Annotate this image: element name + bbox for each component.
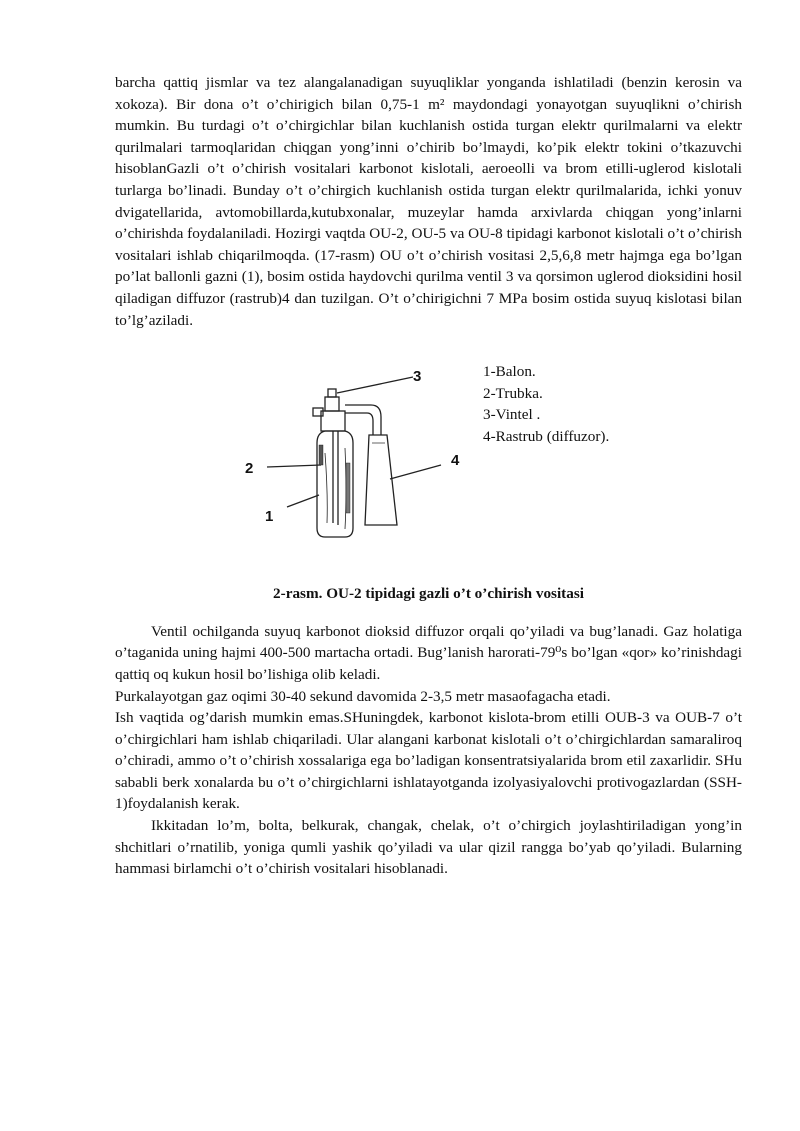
- figure-extinguisher: [115, 353, 742, 567]
- paragraph-ventil: Ventil ochilganda suyuq karbonot dioksid diffuzor orqali qo’yiladi va bug’lanadi. Gaz holatiga o’taganida uning hajmi 400-500 martacha ortadi. Bug’lanish harorati-79⁰s bo’lgan «qor» ko’rinishdagi qattiq oq kukun hosil bo’lishiga olib keladi.: [115, 622, 742, 683]
- legend-item: 1-Balon.: [483, 363, 536, 381]
- intro-paragraph: barcha qattiq jismlar va tez alangalanadigan suyuqliklar yonganda ishlatiladi (benzin kerosin va xokoza). Bir dona o’t o’chirigich bilan 0,75-1 m² maydondagi yonayotgan suyuqlikni o’chirish mumkin. Bu turdagi o’t o’chirgichlar bilan kuchlanish ostida turgan elektr qurilmalarni va elektr qurilmalari tarmoqlaridan chiqgan yong’inni o’chirib bo’lmaydi, ko’pik elektr tokini o’tkazuvchi hisoblanGazli o’t o’chirish vositalari karbonot kislotali, aeroeolli va brom etilli-uglerod kislotali turlarga bo’linadi. Bunday o’t o’chirgich kuchlanish ostida turgan elektr qurilmalarida, ichki yonuv dvigatellarida, avtomobillarda,kutubxonalar, muzeylar hamda arxivlarda chiqgan yong’inlarni o’chirishda foydalaniladi. Hozirgi vaqtda OU-2, OU-5 va OU-8 tipidagi karbonot kislotali o’t o’chirish vositalari ishlab chiqarilmoqda. (17-rasm) OU o’t o’chirish vositasi 2,5,6,8 metr hajmga ega bo’lgan po’lat ballonli gazni (1), bosim ostida haydovchi qurilma ventil 3 va qorsimon uglerod dioksidini hosil qiladigan diffuzor (rastrub)4 dan tuzilgan. O’t o’chirigichni 7 MPa bosim ostida suyuq kislotasi bilan to’lg’aziladi.: [115, 74, 742, 329]
- document-page: [115, 72, 742, 880]
- figure-legend: [483, 361, 609, 447]
- legend-item: 2-Trubka.: [483, 384, 543, 402]
- callout-1: 1: [265, 508, 274, 526]
- legend-item: 3-Vintel .: [483, 406, 541, 424]
- callout-4: 4: [451, 452, 460, 470]
- paragraph-gas-stream: Purkalayotgan gaz oqimi 30-40 sekund davomida 2-3,5 metr masaofagacha etadi.: [115, 687, 611, 705]
- callout-3: 3: [413, 368, 422, 386]
- paragraph-oub: Ish vaqtida og’darish mumkin emas.SHuningdek, karbonot kislota-brom etilli OUB-3 va OUB-7 o’t o’chirgichlari ham ishlab chiqariladi. Ular alangani karbonat kislotali o’t o’chirgichlardan samaraliroq o’chiradi, ammo o’t o’chirish xossalariga ega bo’ladigan konsentratsiyalarida brom etil zaxarlidir. SHu sababli berk xonalarda bu o’t o’chirgichlarni ishlatayotganda izolyasiyalovchi protivogazlardan (SSH-1)foydalanish kerak.: [115, 709, 742, 813]
- paragraph-primary-tools: Ikkitadan lo’m, bolta, belkurak, changak, chelak, o’t o’chirgich joylashtiriladigan yong’in shchitlari o’rnatilib, yoniga qumli yashik qo’yiladi va ular qizil rangga bo’yab qo’yiladi. Bularning hammasi birlamchi o’t o’chirish vositalari hisoblanadi.: [115, 817, 742, 878]
- callout-2: 2: [245, 460, 254, 478]
- extinguisher-drawing: [175, 353, 475, 567]
- legend-item: 4-Rastrub (diffuzor).: [483, 427, 610, 445]
- figure-caption: 2-rasm. OU-2 tipidagi gazli o’t o’chirish vositasi: [273, 585, 584, 603]
